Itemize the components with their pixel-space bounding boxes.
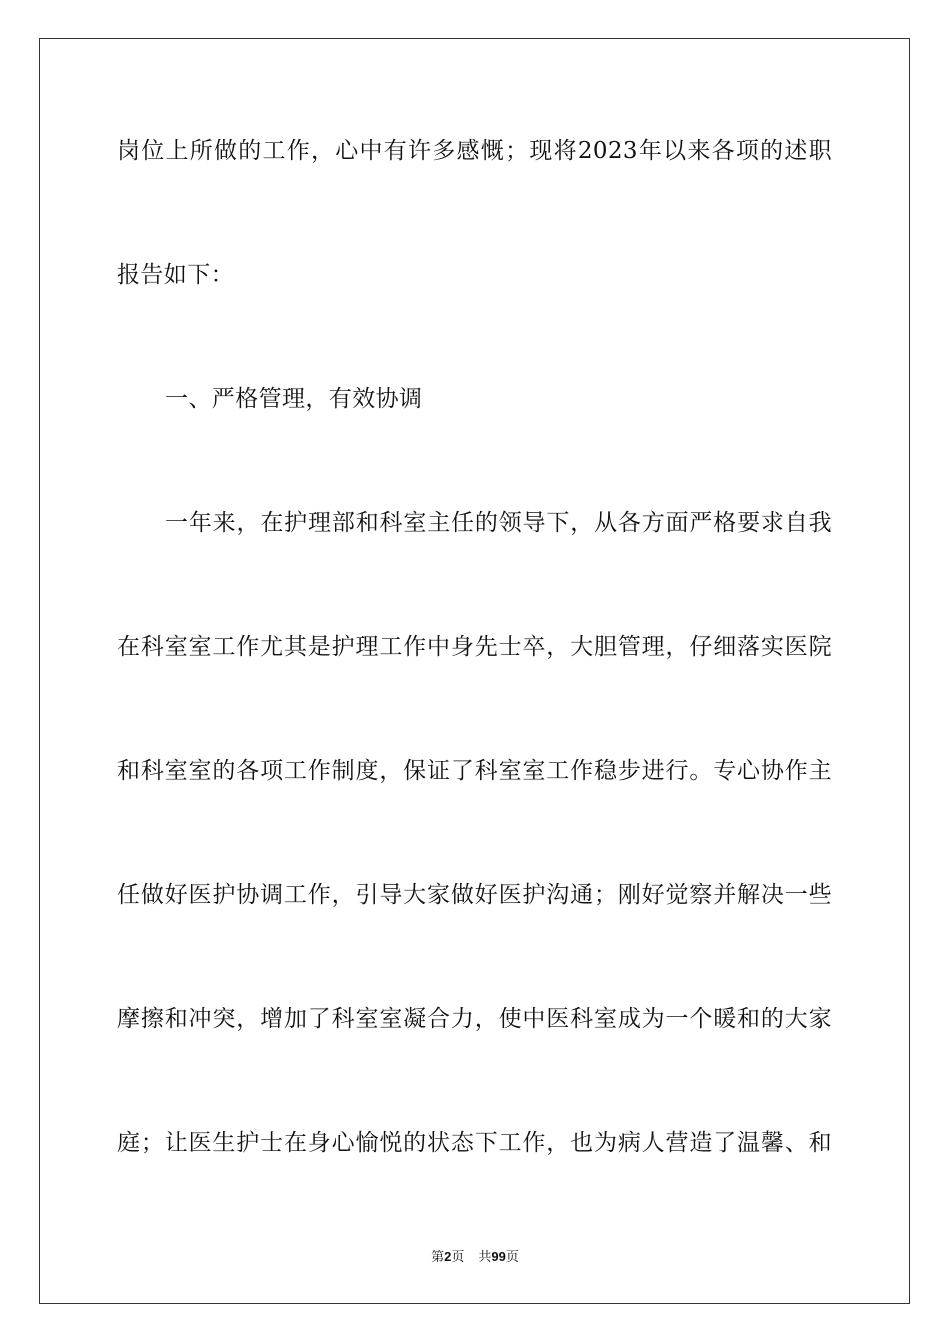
total-pages: 99 — [491, 1249, 506, 1264]
body-text-line: 一年来，在护理部和科室主任的领导下，从各方面严格要求自我 — [165, 510, 832, 536]
body-text-line: 在科室室工作尤其是护理工作中身先士卒，大胆管理，仔细落实医院 — [117, 634, 832, 660]
body-text-line: 庭；让医生护士在身心愉悦的状态下工作，也为病人营造了温馨、和 — [117, 1130, 832, 1156]
page-footer — [0, 1248, 950, 1267]
body-text-line: 任做好医护协调工作，引导大家做好医护沟通；刚好觉察并解决一些 — [117, 882, 832, 908]
section-heading: 一、严格管理，有效协调 — [165, 386, 423, 412]
body-text-line: 摩擦和冲突，增加了科室室凝合力，使中医科室成为一个暖和的大家 — [117, 1006, 832, 1032]
total-suffix: 页 — [505, 1250, 519, 1265]
page-prefix: 第 — [431, 1250, 445, 1265]
page-number: 2 — [444, 1249, 452, 1264]
body-text-line: 和科室室的各项工作制度，保证了科室室工作稳步进行。专心协作主 — [117, 758, 832, 784]
page-suffix: 页 — [451, 1250, 465, 1265]
body-text-line: 报告如下： — [117, 262, 234, 288]
body-text-line: 岗位上所做的工作，心中有许多感慨；现将2023年以来各项的述职 — [117, 138, 832, 164]
total-prefix: 共 — [478, 1250, 492, 1265]
page-border — [39, 38, 910, 1304]
